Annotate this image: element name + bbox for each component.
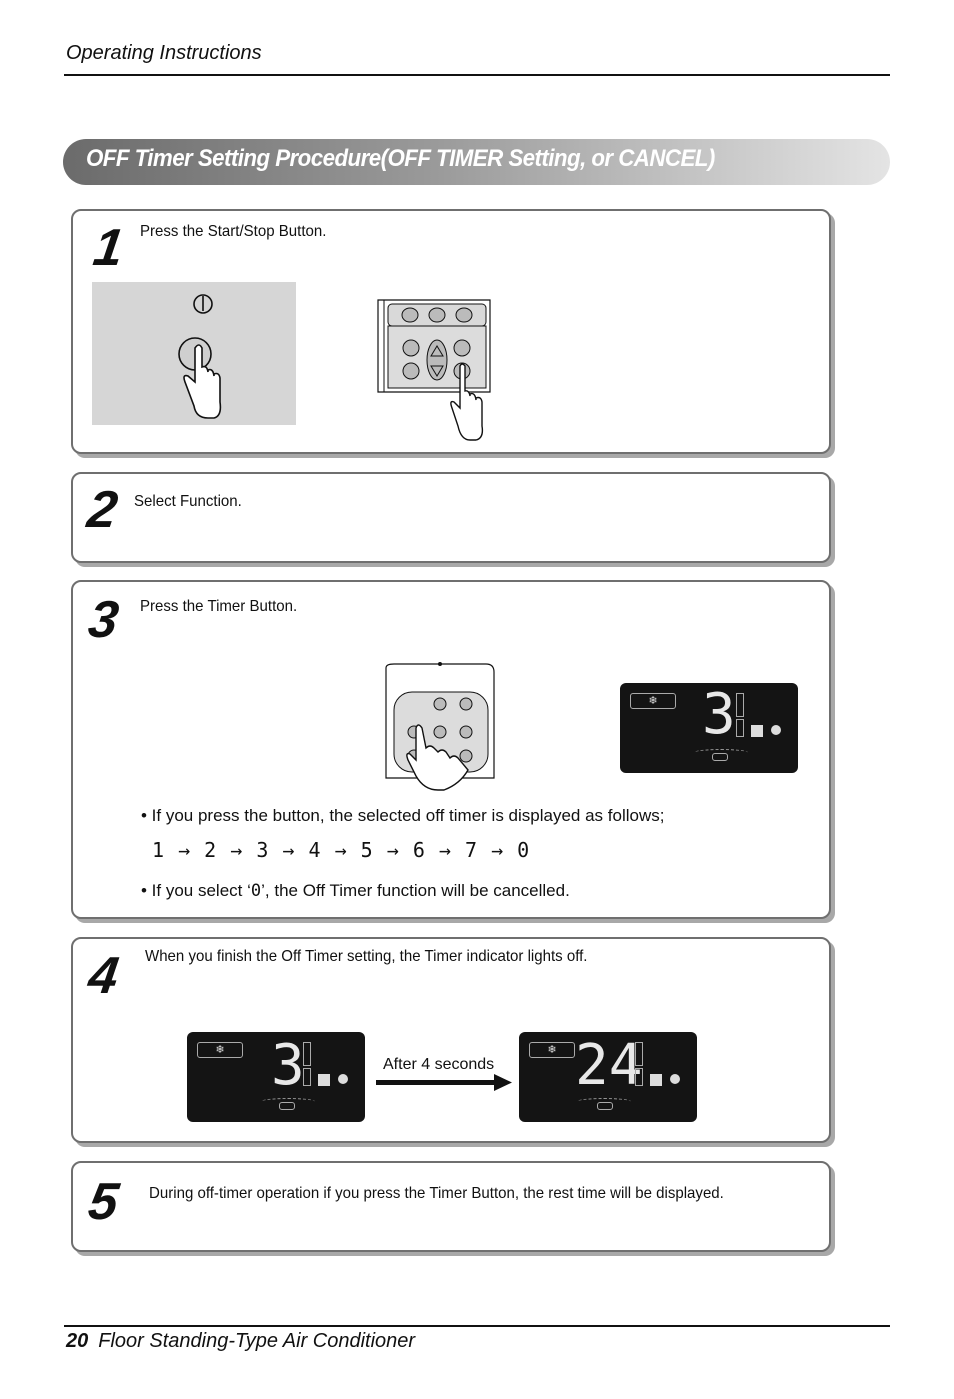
snowflake-mode-icon: ❄ [197,1042,243,1058]
timer-display-after-value: 24 [575,1033,643,1098]
step-3-bullet-sequence-intro: • If you press the button, the selected off timer is displayed as follows; [141,806,665,825]
airflow-badge [279,1102,295,1110]
temp-indicator [635,1068,643,1086]
page-header-title: Operating Instructions [66,42,262,64]
snowflake-mode-icon: ❄ [630,693,676,709]
snowflake-mode-icon: ❄ [529,1042,575,1058]
timer-display-step3 [620,683,798,773]
bullet-cancel-suffix: ’, the Off Timer function will be cancelled. [261,881,570,900]
section-title: OFF Timer Setting Procedure(OFF TIMER Setting, or CANCEL) [86,145,715,172]
start-stop-button-illustration [92,282,296,425]
footer-divider [64,1325,890,1327]
step-4-text: When you finish the Off Timer setting, the Timer indicator lights off. [145,948,588,965]
page-number: 20 [66,1330,89,1352]
footer-title: Floor Standing-Type Air Conditioner [98,1330,416,1352]
step-1-text: Press the Start/Stop Button. [140,223,327,240]
clock-icon [670,1074,680,1084]
step-5-box [71,1161,831,1252]
step-3-bullet-cancel [141,881,570,901]
timer-indicator [736,693,744,717]
step-5-text: During off-timer operation if you press the Timer Button, the rest time will be displayed. [149,1185,724,1202]
timer-display-before-value: 3 [271,1033,305,1098]
transition-arrow [376,1072,514,1094]
after-seconds-label: After 4 seconds [383,1056,495,1073]
airflow-badge [712,753,728,761]
timer-display-after [519,1032,697,1122]
timer-indicator [635,1042,643,1066]
bullet-cancel-prefix: • If you select ‘ [141,881,251,900]
fan-icon [751,725,763,737]
step-5-number: 5 [84,1173,122,1231]
airflow-badge [597,1102,613,1110]
step-2-text: Select Function. [134,493,242,510]
bullet-cancel-value: 0 [250,881,262,901]
timer-indicator [303,1042,311,1066]
step-4-number: 4 [84,947,122,1005]
step-3-number: 3 [84,591,122,649]
temp-indicator [736,719,744,737]
page-footer [66,1330,415,1353]
timer-display-value: 3 [702,682,736,747]
clock-icon [771,725,781,735]
fan-icon [650,1074,662,1086]
fan-icon [318,1074,330,1086]
temp-indicator [303,1068,311,1086]
step-3-text: Press the Timer Button. [140,598,298,615]
step-2-box [71,472,831,563]
step-4-box [71,937,831,1143]
remote-control-start-stop-illustration [370,296,505,446]
timer-sequence: 1 → 2 → 3 → 4 → 5 → 6 → 7 → 0 [152,838,531,862]
power-icon [194,295,212,313]
remote-control-timer-illustration [380,662,500,794]
clock-icon [338,1074,348,1084]
step-1-number: 1 [89,219,127,277]
step-2-number: 2 [83,481,121,539]
header-divider [64,74,890,76]
timer-display-before [187,1032,365,1122]
